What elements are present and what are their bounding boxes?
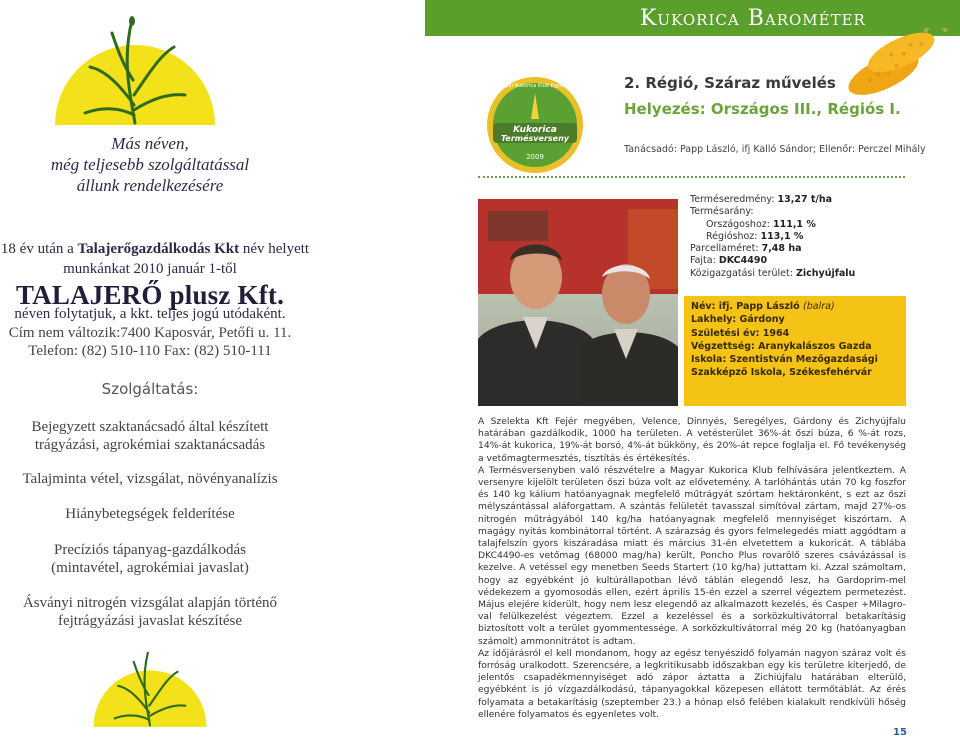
regional-ratio-row [690,231,855,243]
profile-name-note: (balra) [803,301,835,312]
service-item: Hiánybetegségek felderítése [65,506,235,522]
article-paragraph: A Szelekta Kft Fejér megyében, Velence, Dinnyés, Seregélyes, Gárdony és Zichyújfalu határában gazdálkodik, 1000 ha területen. A vetésterület 36%-át őszi búza, 6 %-át rozs, 14%-át kukorica, 19%-át borsó, 4%-át bükköny, és 20%-át repce foglalja el. Fő tevékenység a vetőmagtermesztés, tisztítás és értékesítés. [478,416,906,464]
service-item: Talajminta vétel, vizsgálat, növényanalízis [22,471,278,487]
region-title: 2. Régió, Száraz művelés [624,74,836,92]
profile-school-1: Iskola: Szentistván Mezőgazdasági [691,354,878,366]
slogan-line-1: Más néven, [111,134,189,153]
page-number: 15 [893,727,907,738]
slogan-line-3: állunk rendelkezésére [76,176,224,195]
yield-value: 13,27 t/ha [777,194,833,205]
intro-line-1 [0,240,310,258]
service-item: Bejegyzett szaktanácsadó által készített trágyázási, agrokémiai szaktanácsadás [31,419,269,453]
badge-name-1: Kukorica [513,125,557,135]
yield-row [690,194,855,206]
services-title: Szolgáltatás: [101,380,199,398]
farmers-photo [478,199,678,406]
variety-value: DKC4490 [718,255,768,267]
article-paragraph: A Termésversenyben való részvételre a Magyar Kukorica Klub felhívására jelentkeztem. A versenyre kijelölt területen őszi búza volt az elővetemény. A tarlóhántás után 70 kg foszfor és 140 kg kálium hatóanyagnak megfelelő műtrágyát szórtam hektáronként, s ezt az őszi mélyszántással aláforgattam. A szántás felületét tavasszal simítóval zártam, majd 27%-os nitrogén műtrágyából 140 kg/ha hatóanyagnak megfelelő mennyiséget kiszórtam. A magágy nyitás kombinátorral történt. A szárazság és gyors felmelegedés miatt aggódtam a talajfelszín gyors kiszáradása miatt és március 31-én elvetettem a kukoricát. A táblába DKC4490-es vetőmag (68000 mag/ha) került, Poncho Plus rovarölő szeres csávázással is kezelve. A vetéssel egy menetben Seeds Startert (10 kg/ha) juttattam ki. Azzal számoltam, hogy az egyébként jó kultúrállapotban lévő táblán elegendő lesz, ha Gardoprim-mel védekezem a gyomosodás ellen, ezért április 15-én ezzel a szerrel végeztem permetezést. Május elejére kiderült, hogy nem lesz elegendő az alkalmazott kezelés, és Casper +Milagro-val felülkezelést végeztem. Ezzel a kezeléssel és a sorközkultivátorral betakarításig biztosított volt a terület gyommentessége. A sorközkultivátorral még 20 kg (hatóanyagban számolt) ammonnitrátot is adtam. [478,464,906,647]
ratio-label: Termésarány: [690,206,754,218]
profile-born: Születési év: 1964 [691,327,790,339]
plot-label: Parcellaméret: [690,243,762,255]
national-value: 111,1 % [772,218,816,230]
admin-label: Közigazgatási terület: [690,267,796,279]
profile-qualification: Végzettség: Aranykalászos Gazda [691,340,872,352]
dotted-divider [478,176,905,178]
article-paragraph: Az időjárásról el kell mondanom, hogy az egész tenyészidő folyamán nagyon száraz volt és forróság uralkodott. Szerencsére, a legkritikusabb időszakban egy kis területre kiterjedő, de jelentős csapadékmennyiséget adó zápor áztatta a Zichiújfalu határában elterülő, egyébként is jó vízgazdálkodású, tápanyagokkal közepesen ellátott termőtáblát. Az érés folyamata a betakarításig (szeptember 23.) a hónap első felében kialakult rendkívüli hőség ellenére folyamatos és egyenletes volt. [478,647,906,720]
badge-name-2: Termésverseny [500,134,570,143]
address-text: Cím nem változik:7400 Kaposvár, Petőfi u. 11. [8,325,292,341]
competition-badge-icon [485,75,585,175]
ranking-text: Helyezés: Országos III., Régiós I. [624,100,901,118]
page-header-title: Kukorica Barométer [640,6,866,31]
service-item: Ásványi nitrogén vizsgálat alapján történő fejtrágyázási javaslat készítése [22,595,278,629]
corn-cobs-icon [835,28,955,98]
company-logo-icon [90,638,210,738]
advisors-line: Tanácsadó: Papp László, ifj Kalló Sándor; Ellenőr: Perczel Mihály [624,144,926,155]
company-logo-icon [50,15,220,125]
profile-text [691,300,878,380]
variety-label: Fajta: [690,255,719,267]
new-company-name: TALAJERŐ plusz Kft. [15,280,285,310]
national-label: Országoshoz: [706,218,773,230]
phone-fax-text: Telefon: (82) 510-110 Fax: (82) 510-111 [28,343,272,359]
profile-name: Név: ifj. Papp László [691,301,804,312]
profile-name-row [691,300,878,313]
service-item: Precíziós tápanyag-gazdálkodás (mintavétel, agrokémiai javaslat) [51,542,249,576]
profile-residence: Lakhely: Gárdony [691,314,785,326]
article-body [478,416,906,721]
intro-suffix: név helyett [239,241,310,257]
result-stats [690,194,855,280]
plot-value: 7,48 ha [761,243,802,255]
intro-company-name: Talajerőgazdálkodás Kkt [77,241,240,257]
regional-value: 113,1 % [760,230,804,242]
admin-value: Zichyújfalu [795,267,856,279]
successor-note: néven folytatjuk, a kkt. teljes jogú utódaként. [14,306,286,322]
profile-school-2: Szakképző Iskola, Székesfehérvár [691,367,872,379]
admin-area-row [690,268,855,280]
regional-label: Régióshoz: [706,230,761,242]
variety-row [690,255,855,267]
yield-label: Terméseredmény: [690,194,778,205]
plot-size-row [690,243,855,255]
badge-year: 2009 [526,153,544,161]
slogan-line-2: még teljesebb szolgáltatással [50,155,250,174]
intro-prefix: 18 év után a [0,241,78,257]
badge-top-text: Magyar Kukorica Klub Egyesület [494,83,576,89]
intro-line-2: munkánkat 2010 január 1-től [63,261,237,277]
national-ratio-row [690,219,855,231]
